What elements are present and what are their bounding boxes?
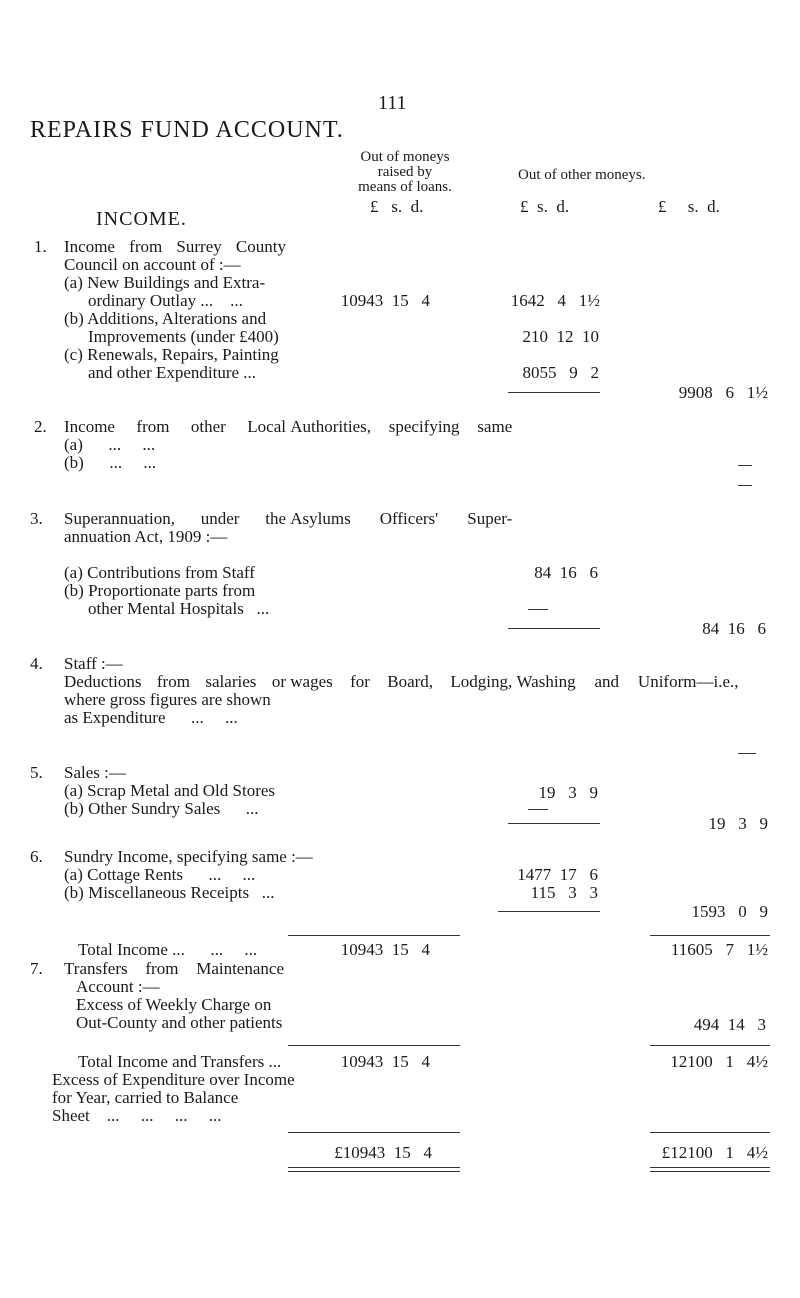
text-line: Superannuation, under the xyxy=(64,509,286,528)
grand-total-loans: £10943 15 4 xyxy=(334,1143,432,1162)
text-line: (a) ... ... xyxy=(64,435,156,454)
section-1c xyxy=(64,346,279,382)
text-line: (a) Cottage Rents ... ... xyxy=(64,865,256,884)
text-line: wages for Board, Lodging, xyxy=(290,672,513,691)
amount-total: 11605 7 1½ xyxy=(670,940,768,959)
nil-dash xyxy=(738,753,756,754)
col-header-other: Out of other moneys. xyxy=(518,167,646,183)
lsd-header-other: £ s. d. xyxy=(520,197,570,216)
col-header-loans-line: means of loans. xyxy=(358,179,452,195)
section-number: 6. xyxy=(30,847,43,866)
text-line: (b) Other Sundry Sales ... xyxy=(64,799,259,818)
section-3b xyxy=(64,582,269,618)
double-rule xyxy=(288,1167,460,1172)
amount-total: 19 3 9 xyxy=(708,814,768,833)
nil-dash xyxy=(738,485,752,486)
col-header-loans-line: Out of moneys xyxy=(360,149,450,165)
double-rule xyxy=(650,1167,770,1172)
text-line: Deductions from salaries or xyxy=(64,672,286,691)
amount-loans: 10943 15 4 xyxy=(340,940,430,959)
amount-other: 84 16 6 xyxy=(534,563,598,582)
section-1b xyxy=(64,310,279,346)
text-line: Excess of Expenditure over Income xyxy=(52,1070,295,1089)
text-line: Excess of Weekly Charge on xyxy=(76,995,272,1014)
excess-text xyxy=(52,1071,295,1125)
income-heading: INCOME. xyxy=(96,208,187,230)
text-line: Sheet ... ... ... ... xyxy=(52,1106,222,1125)
section-1a xyxy=(64,274,265,310)
text-line: (b) ... ... xyxy=(64,453,157,472)
sum-rule xyxy=(288,1132,460,1133)
amount-other: 1477 17 6 xyxy=(517,865,598,884)
amount-other: 19 3 9 xyxy=(538,783,598,802)
total-income-label: Total Income ... ... ... xyxy=(78,940,258,959)
col-header-loans-line: raised by xyxy=(377,164,433,180)
amount-loans: 10943 15 4 xyxy=(340,291,430,310)
total-transfers-label: Total Income and Transfers ... xyxy=(78,1052,282,1071)
text-line: Transfers from Maintenance xyxy=(64,959,284,978)
amount-other: 8055 9 2 xyxy=(522,363,599,382)
nil-dash xyxy=(528,609,548,610)
text-line: where gross figures are shown xyxy=(64,690,271,709)
text-line: Authorities, specifying same xyxy=(290,417,513,436)
text-line: Account :— xyxy=(76,977,160,996)
sum-rule xyxy=(508,392,600,393)
text-line: (b) Additions, Alterations and xyxy=(64,309,267,328)
text-line: (b) Proportionate parts from xyxy=(64,581,256,600)
section-3-text xyxy=(64,510,512,546)
text-line: and other Expenditure ... xyxy=(88,363,257,382)
text-line: Asylums Officers' Super- xyxy=(290,509,513,528)
section-number: 1. xyxy=(34,237,47,256)
amount-other: 210 12 10 xyxy=(522,327,599,346)
sum-rule xyxy=(508,823,600,824)
section-number: 2. xyxy=(34,417,47,436)
amount-other: 115 3 3 xyxy=(530,883,598,902)
section-6-text xyxy=(64,848,313,902)
sum-rule xyxy=(498,911,600,912)
section-1-text xyxy=(64,238,286,274)
sum-rule xyxy=(650,1045,770,1046)
section-7-text xyxy=(64,960,284,1032)
text-line: ordinary Outlay ... ... xyxy=(88,291,243,310)
text-line: (a) Scrap Metal and Old Stores xyxy=(64,781,276,800)
nil-dash xyxy=(528,809,548,810)
sum-rule xyxy=(650,935,770,936)
section-3a: (a) Contributions from Staff xyxy=(64,563,255,582)
text-line: Staff :— xyxy=(64,654,123,673)
section-number: 3. xyxy=(30,509,43,528)
text-line: as Expenditure ... ... xyxy=(64,708,238,727)
section-number: 7. xyxy=(30,959,43,978)
section-4-text xyxy=(64,655,739,727)
text-line: Out-County and other patients xyxy=(76,1013,283,1032)
section-5-text xyxy=(64,764,275,818)
amount-total: 1593 0 9 xyxy=(691,902,768,921)
text-line: Income from Surrey County xyxy=(64,237,286,256)
sum-rule xyxy=(288,1045,460,1046)
text-line: Income from other Local xyxy=(64,417,286,436)
text-line: Washing and Uniform—i.e., xyxy=(516,672,739,691)
amount-total: 84 16 6 xyxy=(702,619,766,638)
text-line: (a) New Buildings and Extra- xyxy=(64,273,266,292)
sum-rule xyxy=(508,628,600,629)
text-line: (b) Miscellaneous Receipts ... xyxy=(64,883,275,902)
sum-rule xyxy=(288,935,460,936)
page-number: 111 xyxy=(378,92,407,114)
text-line: annuation Act, 1909 :— xyxy=(64,527,228,546)
amount-other: 1642 4 1½ xyxy=(510,291,600,310)
nil-dash xyxy=(738,465,752,466)
col-header-loans xyxy=(330,150,480,195)
amount-loans: 10943 15 4 xyxy=(340,1052,430,1071)
amount-total: 494 14 3 xyxy=(693,1015,766,1034)
text-line: other Mental Hospitals ... xyxy=(88,599,270,618)
grand-total: £12100 1 4½ xyxy=(661,1143,768,1162)
section-2-text xyxy=(64,418,512,472)
section-number: 4. xyxy=(30,654,43,673)
text-line: Sales :— xyxy=(64,763,126,782)
text-line: (c) Renewals, Repairs, Painting xyxy=(64,345,279,364)
text-line: for Year, carried to Balance xyxy=(52,1088,239,1107)
sum-rule xyxy=(650,1132,770,1133)
lsd-header-total: £ s. d. xyxy=(658,197,720,216)
text-line: Council on account of :— xyxy=(64,255,241,274)
page-title: REPAIRS FUND ACCOUNT. xyxy=(30,117,344,143)
text-line: Sundry Income, specifying same :— xyxy=(64,847,313,866)
section-number: 5. xyxy=(30,763,43,782)
text-line: Improvements (under £400) xyxy=(88,327,279,346)
amount-total: 12100 1 4½ xyxy=(670,1052,768,1071)
amount-total: 9908 6 1½ xyxy=(678,383,768,402)
lsd-header-loans: £ s. d. xyxy=(370,197,424,216)
